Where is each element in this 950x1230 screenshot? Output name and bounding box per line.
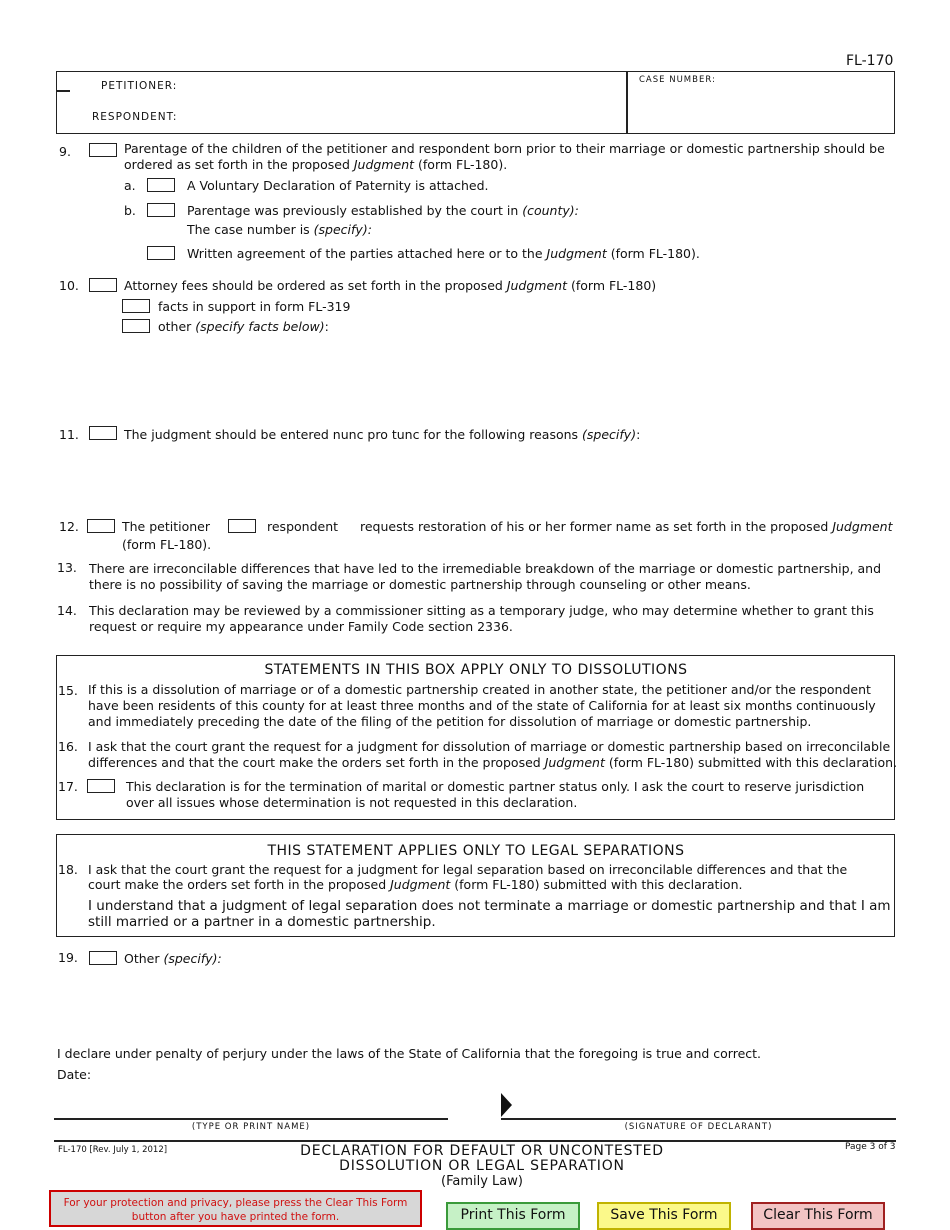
case-number-label: CASE NUMBER: bbox=[639, 75, 716, 85]
item-9-line1: Parentage of the children of the petitioner and respondent born prior to their marriage or domestic partnership should be bbox=[124, 141, 885, 156]
signature-field[interactable] bbox=[516, 1092, 892, 1116]
revision-label: FL-170 [Rev. July 1, 2012] bbox=[58, 1145, 168, 1155]
item-14-number: 14. bbox=[57, 603, 77, 618]
item-12-petitioner-checkbox[interactable] bbox=[87, 519, 115, 533]
form-title-line1: DECLARATION FOR DEFAULT OR UNCONTESTED bbox=[300, 1143, 664, 1159]
item-13-line2: there is no possibility of saving the marriage or domestic partnership through counseling or other means. bbox=[89, 577, 751, 592]
item-9-checkbox[interactable] bbox=[89, 143, 117, 157]
item-12-respondent-label: respondent bbox=[267, 519, 339, 534]
item-16-number: 16. bbox=[58, 739, 78, 754]
print-form-button[interactable]: Print This Form bbox=[446, 1202, 580, 1230]
item-11-field[interactable] bbox=[124, 446, 892, 506]
item-18-para2-line2: still married or a partner in a domestic partnership. bbox=[88, 914, 436, 930]
item-17-line2: over all issues whose determination is not requested in this declaration. bbox=[126, 795, 578, 810]
item-17-checkbox[interactable] bbox=[87, 779, 115, 793]
item-9b-label: b. bbox=[124, 203, 136, 218]
item-9a-text: A Voluntary Declaration of Paternity is attached. bbox=[187, 178, 489, 193]
print-name-caption: (TYPE OR PRINT NAME) bbox=[191, 1122, 311, 1132]
respondent-field[interactable] bbox=[100, 108, 615, 124]
item-9c-checkbox[interactable] bbox=[147, 246, 175, 260]
page-number: Page 3 of 3 bbox=[845, 1142, 896, 1152]
item-10-number: 10. bbox=[59, 278, 79, 293]
signature-caption: (SIGNATURE OF DECLARANT) bbox=[624, 1122, 773, 1132]
item-19-field[interactable] bbox=[124, 970, 892, 1030]
clear-form-button[interactable]: Clear This Form bbox=[751, 1202, 885, 1230]
item-9b-checkbox[interactable] bbox=[147, 203, 175, 217]
item-9b-text: Parentage was previously established by the court in bbox=[187, 203, 519, 218]
privacy-notice-line2: button after you have printed the form. bbox=[131, 1211, 340, 1223]
item-17-line1: This declaration is for the termination of marital or domestic partner status only. I ask the court to reserve jurisdiction bbox=[126, 779, 865, 794]
item-10-fl319-text: facts in support in form FL-319 bbox=[158, 299, 351, 314]
perjury-statement: I declare under penalty of perjury under the laws of the State of California that the foregoing is true and correct. bbox=[57, 1046, 762, 1061]
form-title-line2: DISSOLUTION OR LEGAL SEPARATION bbox=[339, 1158, 625, 1174]
privacy-notice-line1: For your protection and privacy, please press the Clear This Form bbox=[63, 1197, 408, 1209]
item-18-line1: I ask that the court grant the request for a judgment for legal separation based on irreconcilable differences and that the bbox=[88, 862, 848, 877]
item-16-line2: differences and that the court make the orders set forth in the proposed bbox=[88, 755, 541, 770]
petitioner-field[interactable] bbox=[100, 78, 615, 94]
item-17-number: 17. bbox=[58, 779, 78, 794]
item-12-respondent-checkbox[interactable] bbox=[228, 519, 256, 533]
item-13-number: 13. bbox=[57, 560, 77, 575]
date-label: Date: bbox=[57, 1067, 92, 1082]
respondent-label: RESPONDENT: bbox=[92, 111, 178, 123]
item-10-text: Attorney fees should be ordered as set forth in the proposed bbox=[124, 278, 503, 293]
judgment-ref: Judgment bbox=[353, 157, 415, 172]
item-10-checkbox[interactable] bbox=[89, 278, 117, 292]
petitioner-label: PETITIONER: bbox=[101, 80, 178, 92]
item-16-line1: I ask that the court grant the request for a judgment for dissolution of marriage or domestic partnership based on irreconcilable bbox=[88, 739, 891, 754]
item-10-other-text: other bbox=[158, 319, 192, 334]
item-12-petitioner-label: The petitioner bbox=[122, 519, 210, 534]
case-number-field[interactable] bbox=[638, 90, 888, 126]
item-10-other-checkbox[interactable] bbox=[122, 319, 150, 333]
item-9-number: 9. bbox=[59, 144, 71, 159]
print-name-field[interactable] bbox=[56, 1092, 446, 1116]
privacy-notice bbox=[49, 1190, 422, 1227]
signature-arrow-icon bbox=[501, 1093, 513, 1117]
item-15-line3: and immediately preceding the date of the filing of the petition for dissolution of marriage or domestic partnership. bbox=[88, 714, 812, 729]
item-11-text: The judgment should be entered nunc pro tunc for the following reasons bbox=[124, 427, 579, 442]
item-15-line1: If this is a dissolution of marriage or of a domestic partnership created in another state, the petitioner and/or the respondent bbox=[88, 682, 871, 697]
separation-box-title: THIS STATEMENT APPLIES ONLY TO LEGAL SEPARATIONS bbox=[267, 843, 685, 859]
item-19-text: Other bbox=[124, 951, 160, 966]
item-12-text: requests restoration of his or her former name as set forth in the proposed bbox=[360, 519, 829, 534]
item-10-other-field[interactable] bbox=[122, 338, 892, 408]
item-12-number: 12. bbox=[59, 519, 79, 534]
item-18-number: 18. bbox=[58, 862, 78, 877]
item-9b-case-text: The case number is bbox=[187, 222, 310, 237]
save-form-button[interactable]: Save This Form bbox=[597, 1202, 731, 1230]
item-11-number: 11. bbox=[59, 427, 79, 442]
item-18-line2: court make the orders set forth in the proposed bbox=[88, 877, 387, 892]
item-11-checkbox[interactable] bbox=[89, 426, 117, 440]
item-13-line1: There are irreconcilable differences that have led to the irremediable breakdown of the marriage or domestic partnership, and bbox=[89, 561, 882, 576]
item-9a-checkbox[interactable] bbox=[147, 178, 175, 192]
item-14-line1: This declaration may be reviewed by a commissioner sitting as a temporary judge, who may determine whether to grant this bbox=[89, 603, 874, 618]
item-9a-label: a. bbox=[124, 178, 136, 193]
item-14-line2: request or require my appearance under Family Code section 2336. bbox=[89, 619, 513, 634]
form-subtitle: (Family Law) bbox=[441, 1174, 523, 1189]
form-id: FL-170 bbox=[846, 53, 894, 69]
item-19-checkbox[interactable] bbox=[89, 951, 117, 965]
item-15-number: 15. bbox=[58, 683, 78, 698]
date-field[interactable] bbox=[96, 1064, 296, 1082]
item-9-line2: ordered as set forth in the proposed bbox=[124, 157, 350, 172]
item-19-number: 19. bbox=[58, 950, 78, 965]
item-12-line2: (form FL-180). bbox=[122, 537, 212, 552]
item-10-fl319-checkbox[interactable] bbox=[122, 299, 150, 313]
item-15-line2: have been residents of this county for at least three months and of the state of California for at least six months continuously bbox=[88, 698, 876, 713]
dissolution-box-title: STATEMENTS IN THIS BOX APPLY ONLY TO DISSOLUTIONS bbox=[264, 662, 688, 678]
item-9c-text: Written agreement of the parties attached here or to the bbox=[187, 246, 543, 261]
item-18-para2-line1: I understand that a judgment of legal separation does not terminate a marriage or domestic partnership and that I am bbox=[88, 898, 891, 914]
